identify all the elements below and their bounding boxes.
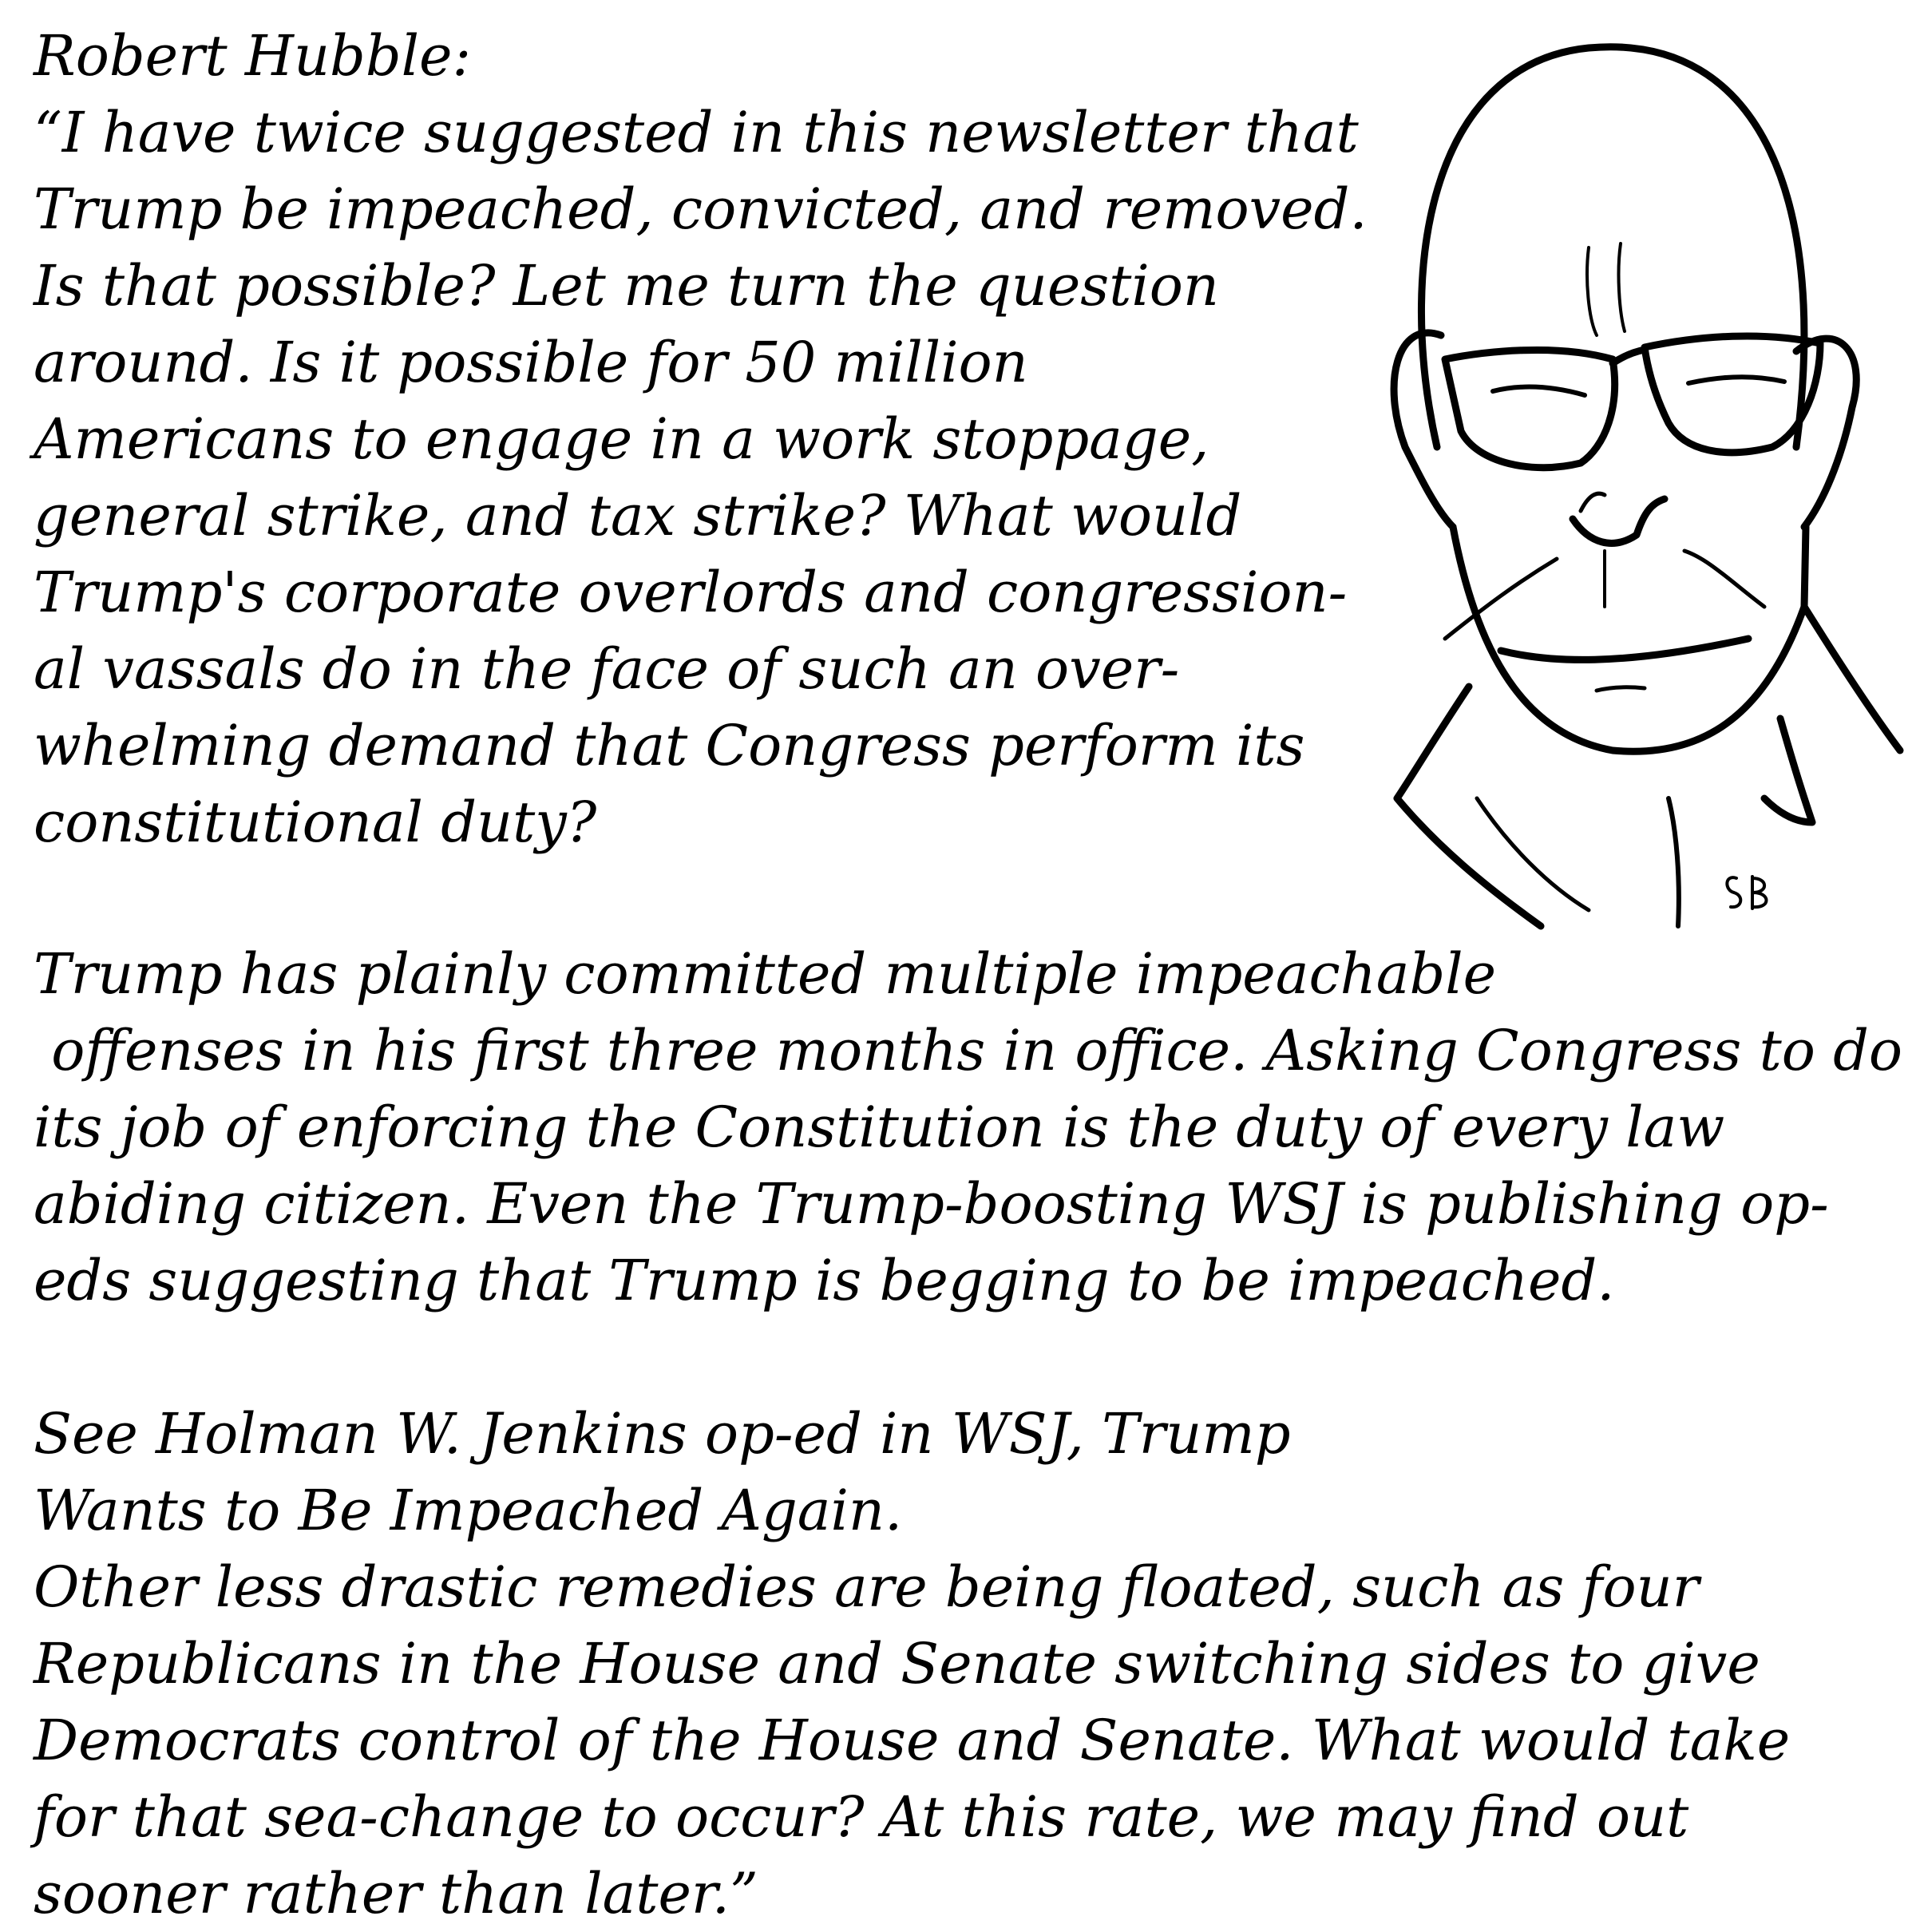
text-line: around. Is it possible for 50 million <box>34 330 1028 395</box>
text-line: Republicans in the House and Senate switching sides to give <box>34 1631 1760 1696</box>
text-line: eds suggesting that Trump is begging to be impeached. <box>34 1248 1615 1313</box>
text-line: whelming demand that Congress perform its <box>34 713 1305 778</box>
mouth <box>1501 639 1748 659</box>
right-brow <box>1688 377 1784 383</box>
author-line: Robert Hubble: <box>34 23 472 89</box>
text-line: Other less drastic remedies are being floated, such as four <box>34 1554 1700 1620</box>
jaw <box>1453 527 1806 751</box>
text-line: abiding citizen. Even the Trump-boosting WSJ is publishing op- <box>34 1171 1829 1237</box>
quote-paragraph-2 <box>34 936 1902 1319</box>
signature-sb <box>1727 877 1766 909</box>
text-line: al vassals do in the face of such an over- <box>34 636 1180 702</box>
text-line: “I have twice suggested in this newsletter that <box>34 100 1359 165</box>
text-line: offenses in his first three months in office. Asking Congress to do <box>34 1018 1903 1083</box>
quote-paragraph-1 <box>34 18 1368 861</box>
text-line: Democrats control of the House and Senate. What would take <box>34 1708 1791 1773</box>
text-line: general strike, and tax strike? What would <box>34 483 1242 548</box>
text-line: Trump's corporate overlords and congression- <box>34 560 1348 625</box>
text-line: Americans to engage in a work stoppage, <box>34 406 1209 472</box>
shoulder-right <box>1804 607 1900 750</box>
text-line: See Holman W. Jenkins op-ed in WSJ, Trump <box>34 1401 1291 1467</box>
text-line: constitutional duty? <box>34 790 597 855</box>
text-line: Trump has plainly committed multiple impeachable <box>34 941 1497 1007</box>
collar-right <box>1764 719 1812 822</box>
nostril-left <box>1581 493 1605 511</box>
text-line: for that sea-change to occur? At this rate, we may find out <box>34 1784 1689 1850</box>
left-brow <box>1493 387 1585 395</box>
glasses-bridge <box>1613 350 1645 363</box>
nose <box>1573 499 1665 543</box>
forehead-line <box>1619 243 1625 331</box>
text-line: Is that possible? Let me turn the question <box>34 253 1219 319</box>
portrait-illustration <box>1349 32 1908 930</box>
glasses-left <box>1445 350 1615 467</box>
cheek-right <box>1684 551 1764 607</box>
shirt-placket <box>1669 798 1679 926</box>
collar-left <box>1397 687 1541 926</box>
text-line: its job of enforcing the Constitution is the duty of every law <box>34 1095 1725 1160</box>
portrait-sketch <box>1349 32 1908 930</box>
forehead-line <box>1587 247 1597 335</box>
text-line: sooner rather than later.” <box>34 1861 758 1926</box>
text-line: Trump be impeached, convicted, and removed. <box>34 176 1368 242</box>
chin-line <box>1597 687 1645 691</box>
text-line: Wants to Be Impeached Again. <box>34 1478 903 1543</box>
quote-paragraph-3 <box>34 1396 1790 1932</box>
